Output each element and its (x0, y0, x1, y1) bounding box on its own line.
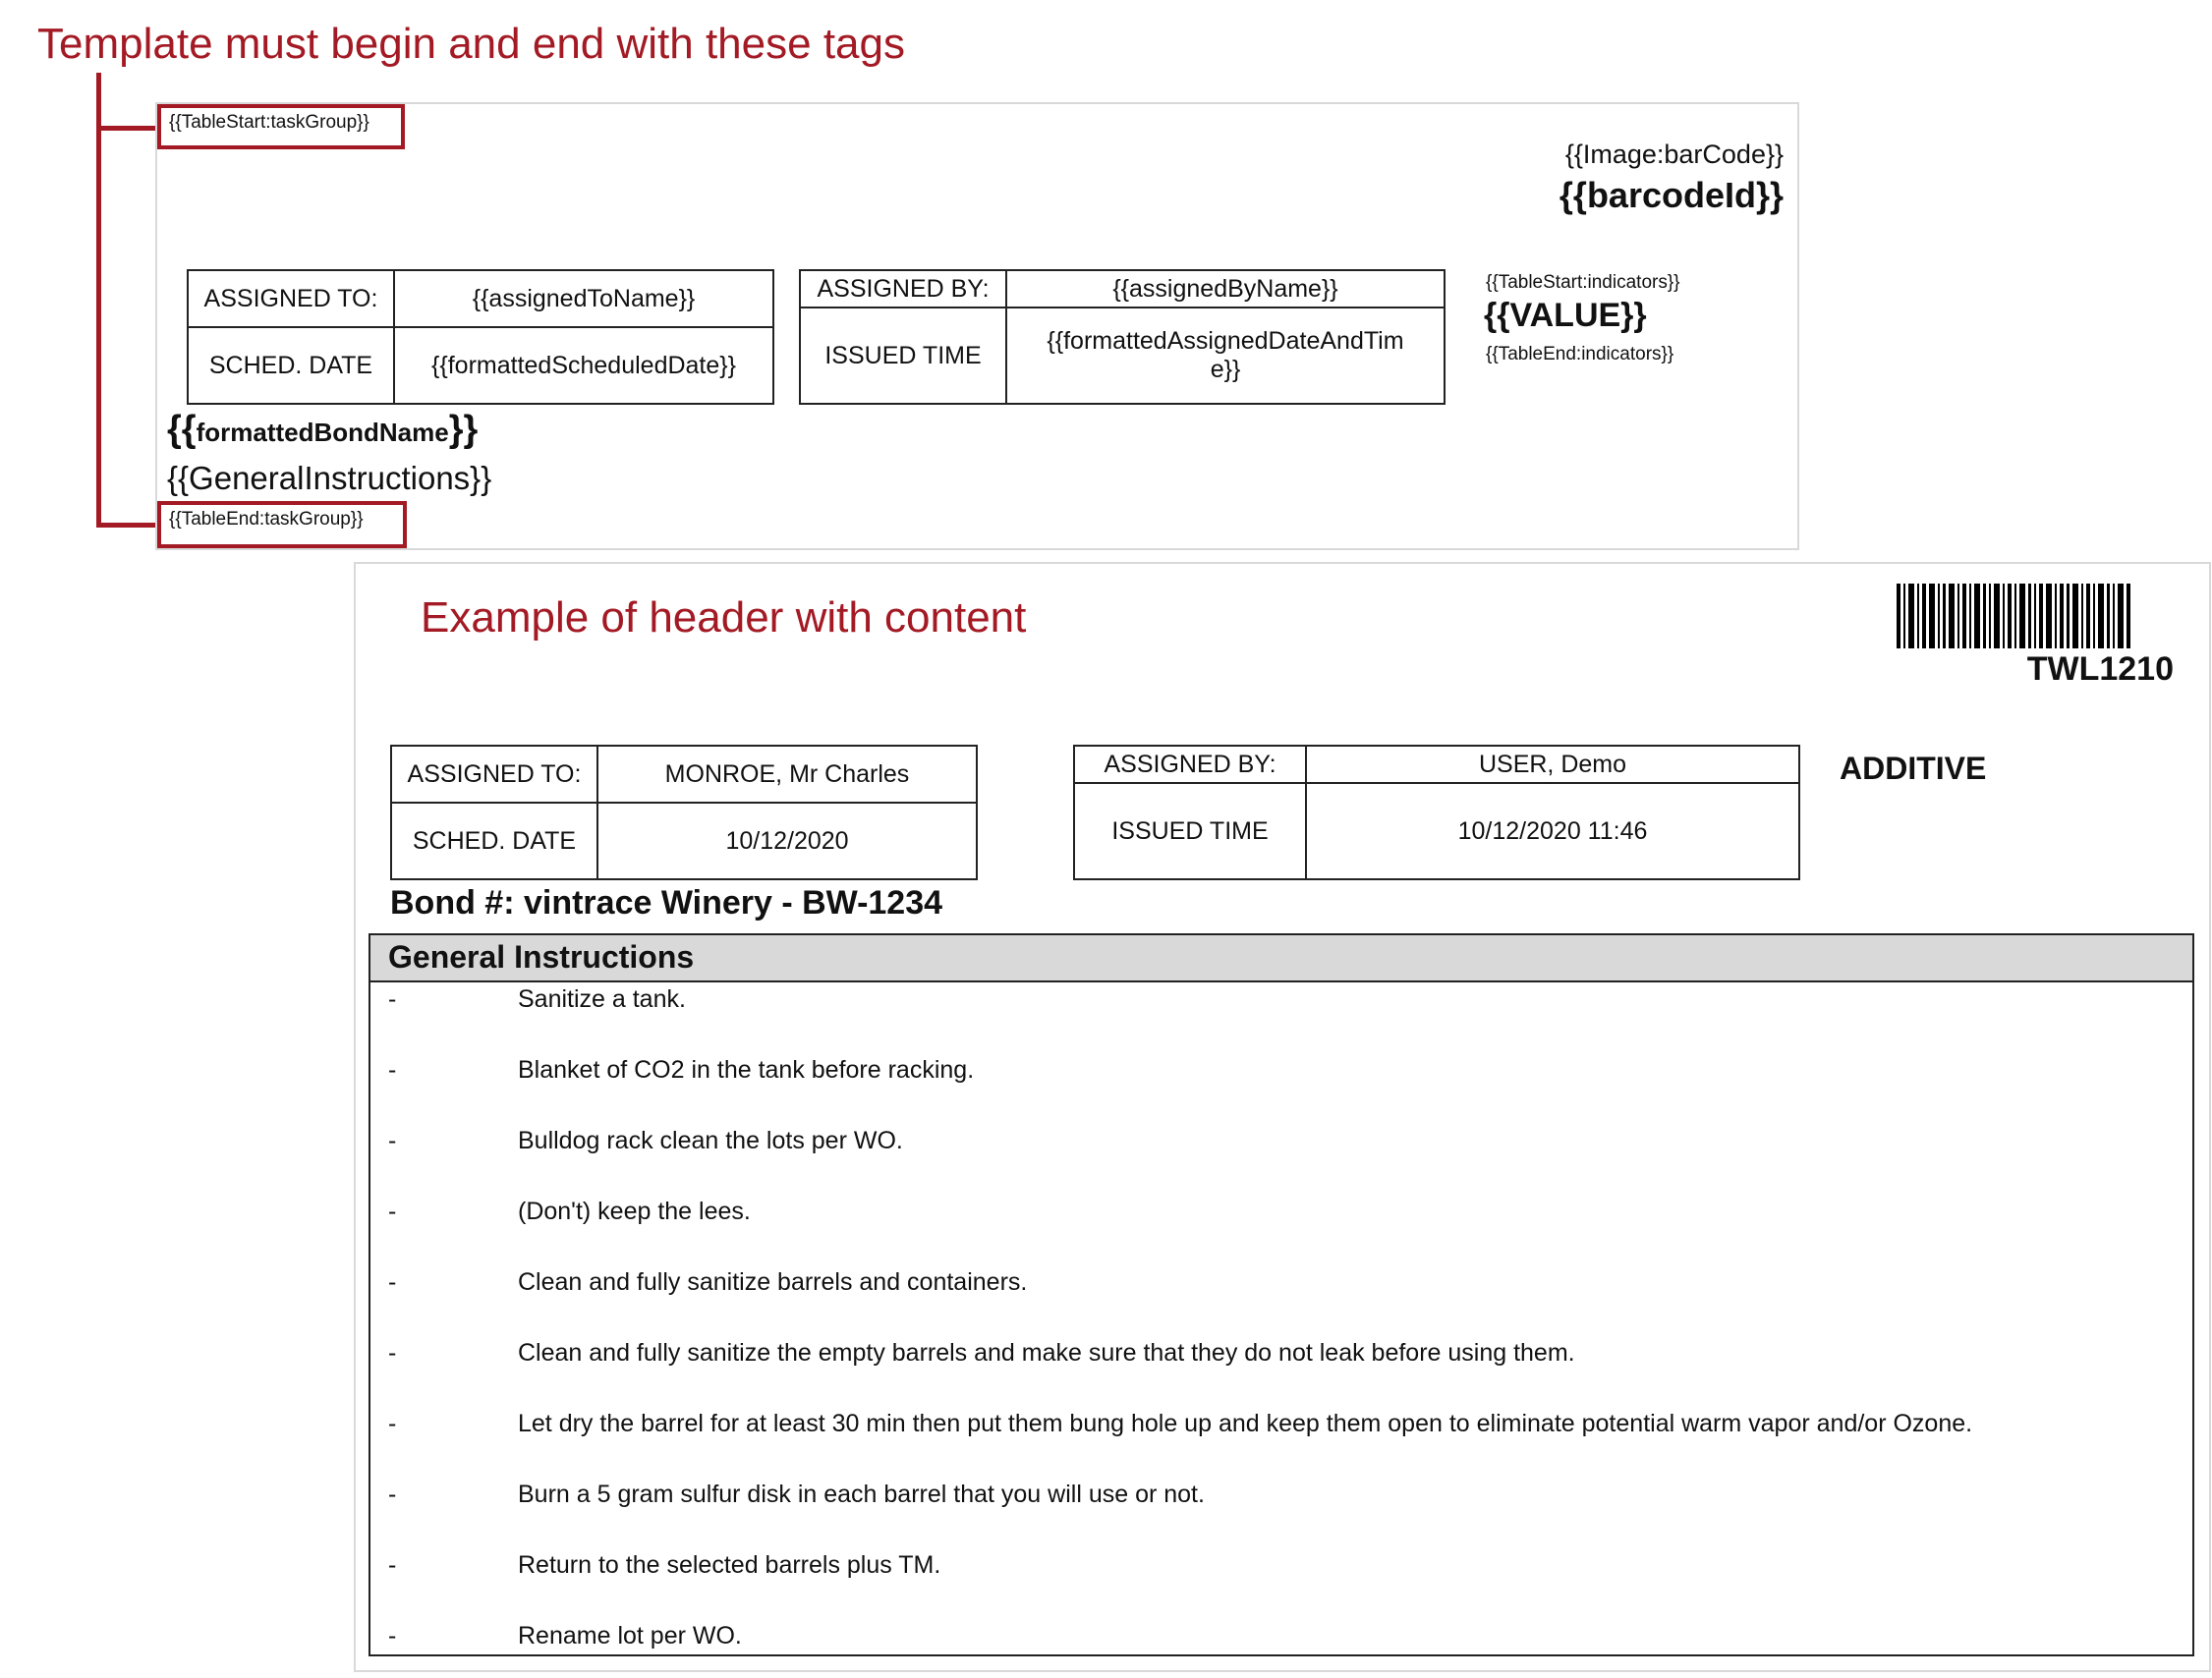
instruction-text: Bulldog rack clean the lots per WO. (518, 1127, 903, 1154)
template-assigned-to-table (187, 269, 774, 405)
barcode-text: TWL1210 (2026, 650, 2174, 688)
bond-field-name: formattedBondName (196, 418, 449, 447)
list-item (370, 1198, 2192, 1237)
list-dash: - (388, 1622, 397, 1650)
list-dash: - (388, 1410, 397, 1437)
bracket-bottom-arm (96, 523, 157, 528)
bond-title: Bond #: vintrace Winery - BW-1234 (390, 884, 943, 922)
list-item (370, 1622, 2192, 1661)
list-item (370, 1268, 2192, 1308)
list-item (370, 1127, 2192, 1166)
list-item (370, 1056, 2192, 1095)
image-barcode-tag: {{Image:barCode}} (1564, 140, 1784, 169)
assigned-by-label: ASSIGNED BY: (800, 270, 1006, 308)
example-title: Example of header with content (421, 593, 1027, 642)
indicators-value-field: {{VALUE}} (1484, 297, 1647, 334)
sched-date-value: {{formattedScheduledDate}} (394, 327, 773, 404)
issued-time-value-line1: {{formattedAssignedDateAndTim (1047, 327, 1404, 355)
table-end-tag: {{TableEnd:taskGroup}} (157, 501, 407, 548)
list-item (370, 985, 2192, 1025)
list-dash: - (388, 1339, 397, 1367)
assigned-by-value: {{assignedByName}} (1006, 270, 1445, 308)
example-issued-time-value: 10/12/2020 11:46 (1306, 783, 1799, 879)
bracket-vertical-line (96, 73, 101, 527)
template-assigned-by-table (799, 269, 1446, 405)
example-sched-date-value: 10/12/2020 (597, 803, 977, 879)
general-instructions-field: {{GeneralInstructions}} (167, 460, 492, 496)
list-dash: - (388, 1127, 397, 1154)
barcode (1897, 584, 2174, 689)
bracket-top-arm (96, 126, 157, 131)
assigned-to-value: {{assignedToName}} (394, 270, 773, 327)
instruction-text: Clean and fully sanitize the empty barrels and make sure that they do not leak before using them. (518, 1339, 1575, 1367)
general-instructions-header: General Instructions (370, 935, 2192, 982)
instruction-text: Clean and fully sanitize barrels and containers. (518, 1268, 1028, 1296)
example-assigned-by-table (1073, 745, 1800, 880)
list-dash: - (388, 1198, 397, 1225)
example-assigned-to-value: MONROE, Mr Charles (597, 746, 977, 803)
list-item (370, 1410, 2192, 1449)
assigned-to-label: ASSIGNED TO: (188, 270, 394, 327)
issued-time-label: ISSUED TIME (800, 308, 1006, 404)
general-instructions-box (369, 933, 2194, 1656)
example-issued-time-label: ISSUED TIME (1074, 783, 1306, 879)
list-item (370, 1339, 2192, 1378)
example-assigned-to-label: ASSIGNED TO: (391, 746, 597, 803)
bond-close-braces: }} (448, 409, 479, 450)
bond-open-braces: {{ (167, 409, 197, 450)
example-assigned-by-value: USER, Demo (1306, 746, 1799, 783)
instruction-text: Burn a 5 gram sulfur disk in each barrel that you will use or not. (518, 1481, 1205, 1508)
list-item (370, 1481, 2192, 1520)
list-dash: - (388, 985, 397, 1013)
list-dash: - (388, 1268, 397, 1296)
instruction-text: Sanitize a tank. (518, 985, 686, 1013)
instruction-text: Rename lot per WO. (518, 1622, 742, 1650)
indicators-end-tag: {{TableEnd:indicators}} (1486, 344, 1674, 364)
list-dash: - (388, 1551, 397, 1579)
barcode-icon (1897, 584, 2174, 648)
list-dash: - (388, 1056, 397, 1084)
issued-time-value (1006, 308, 1445, 404)
list-dash: - (388, 1481, 397, 1508)
instruction-text: Return to the selected barrels plus TM. (518, 1551, 941, 1579)
barcode-id-field: {{barcodeId}} (1559, 175, 1784, 215)
instruction-text: Blanket of CO2 in the tank before racking. (518, 1056, 975, 1084)
instruction-text: Let dry the barrel for at least 30 min then put them bung hole up and keep them open to eliminate potential warm vapor and/or Ozone. (518, 1410, 1973, 1437)
example-assigned-to-table (390, 745, 978, 880)
instruction-text: (Don't) keep the lees. (518, 1198, 751, 1225)
list-item (370, 1551, 2192, 1591)
issued-time-value-line2: e}} (1210, 356, 1241, 383)
indicator-value: ADDITIVE (1840, 751, 1987, 786)
sched-date-label: SCHED. DATE (188, 327, 394, 404)
bond-name-field (167, 409, 478, 451)
example-assigned-by-label: ASSIGNED BY: (1074, 746, 1306, 783)
page-heading: Template must begin and end with these tags (37, 20, 905, 68)
table-start-tag: {{TableStart:taskGroup}} (157, 104, 405, 149)
indicators-start-tag: {{TableStart:indicators}} (1486, 272, 1680, 293)
example-sched-date-label: SCHED. DATE (391, 803, 597, 879)
